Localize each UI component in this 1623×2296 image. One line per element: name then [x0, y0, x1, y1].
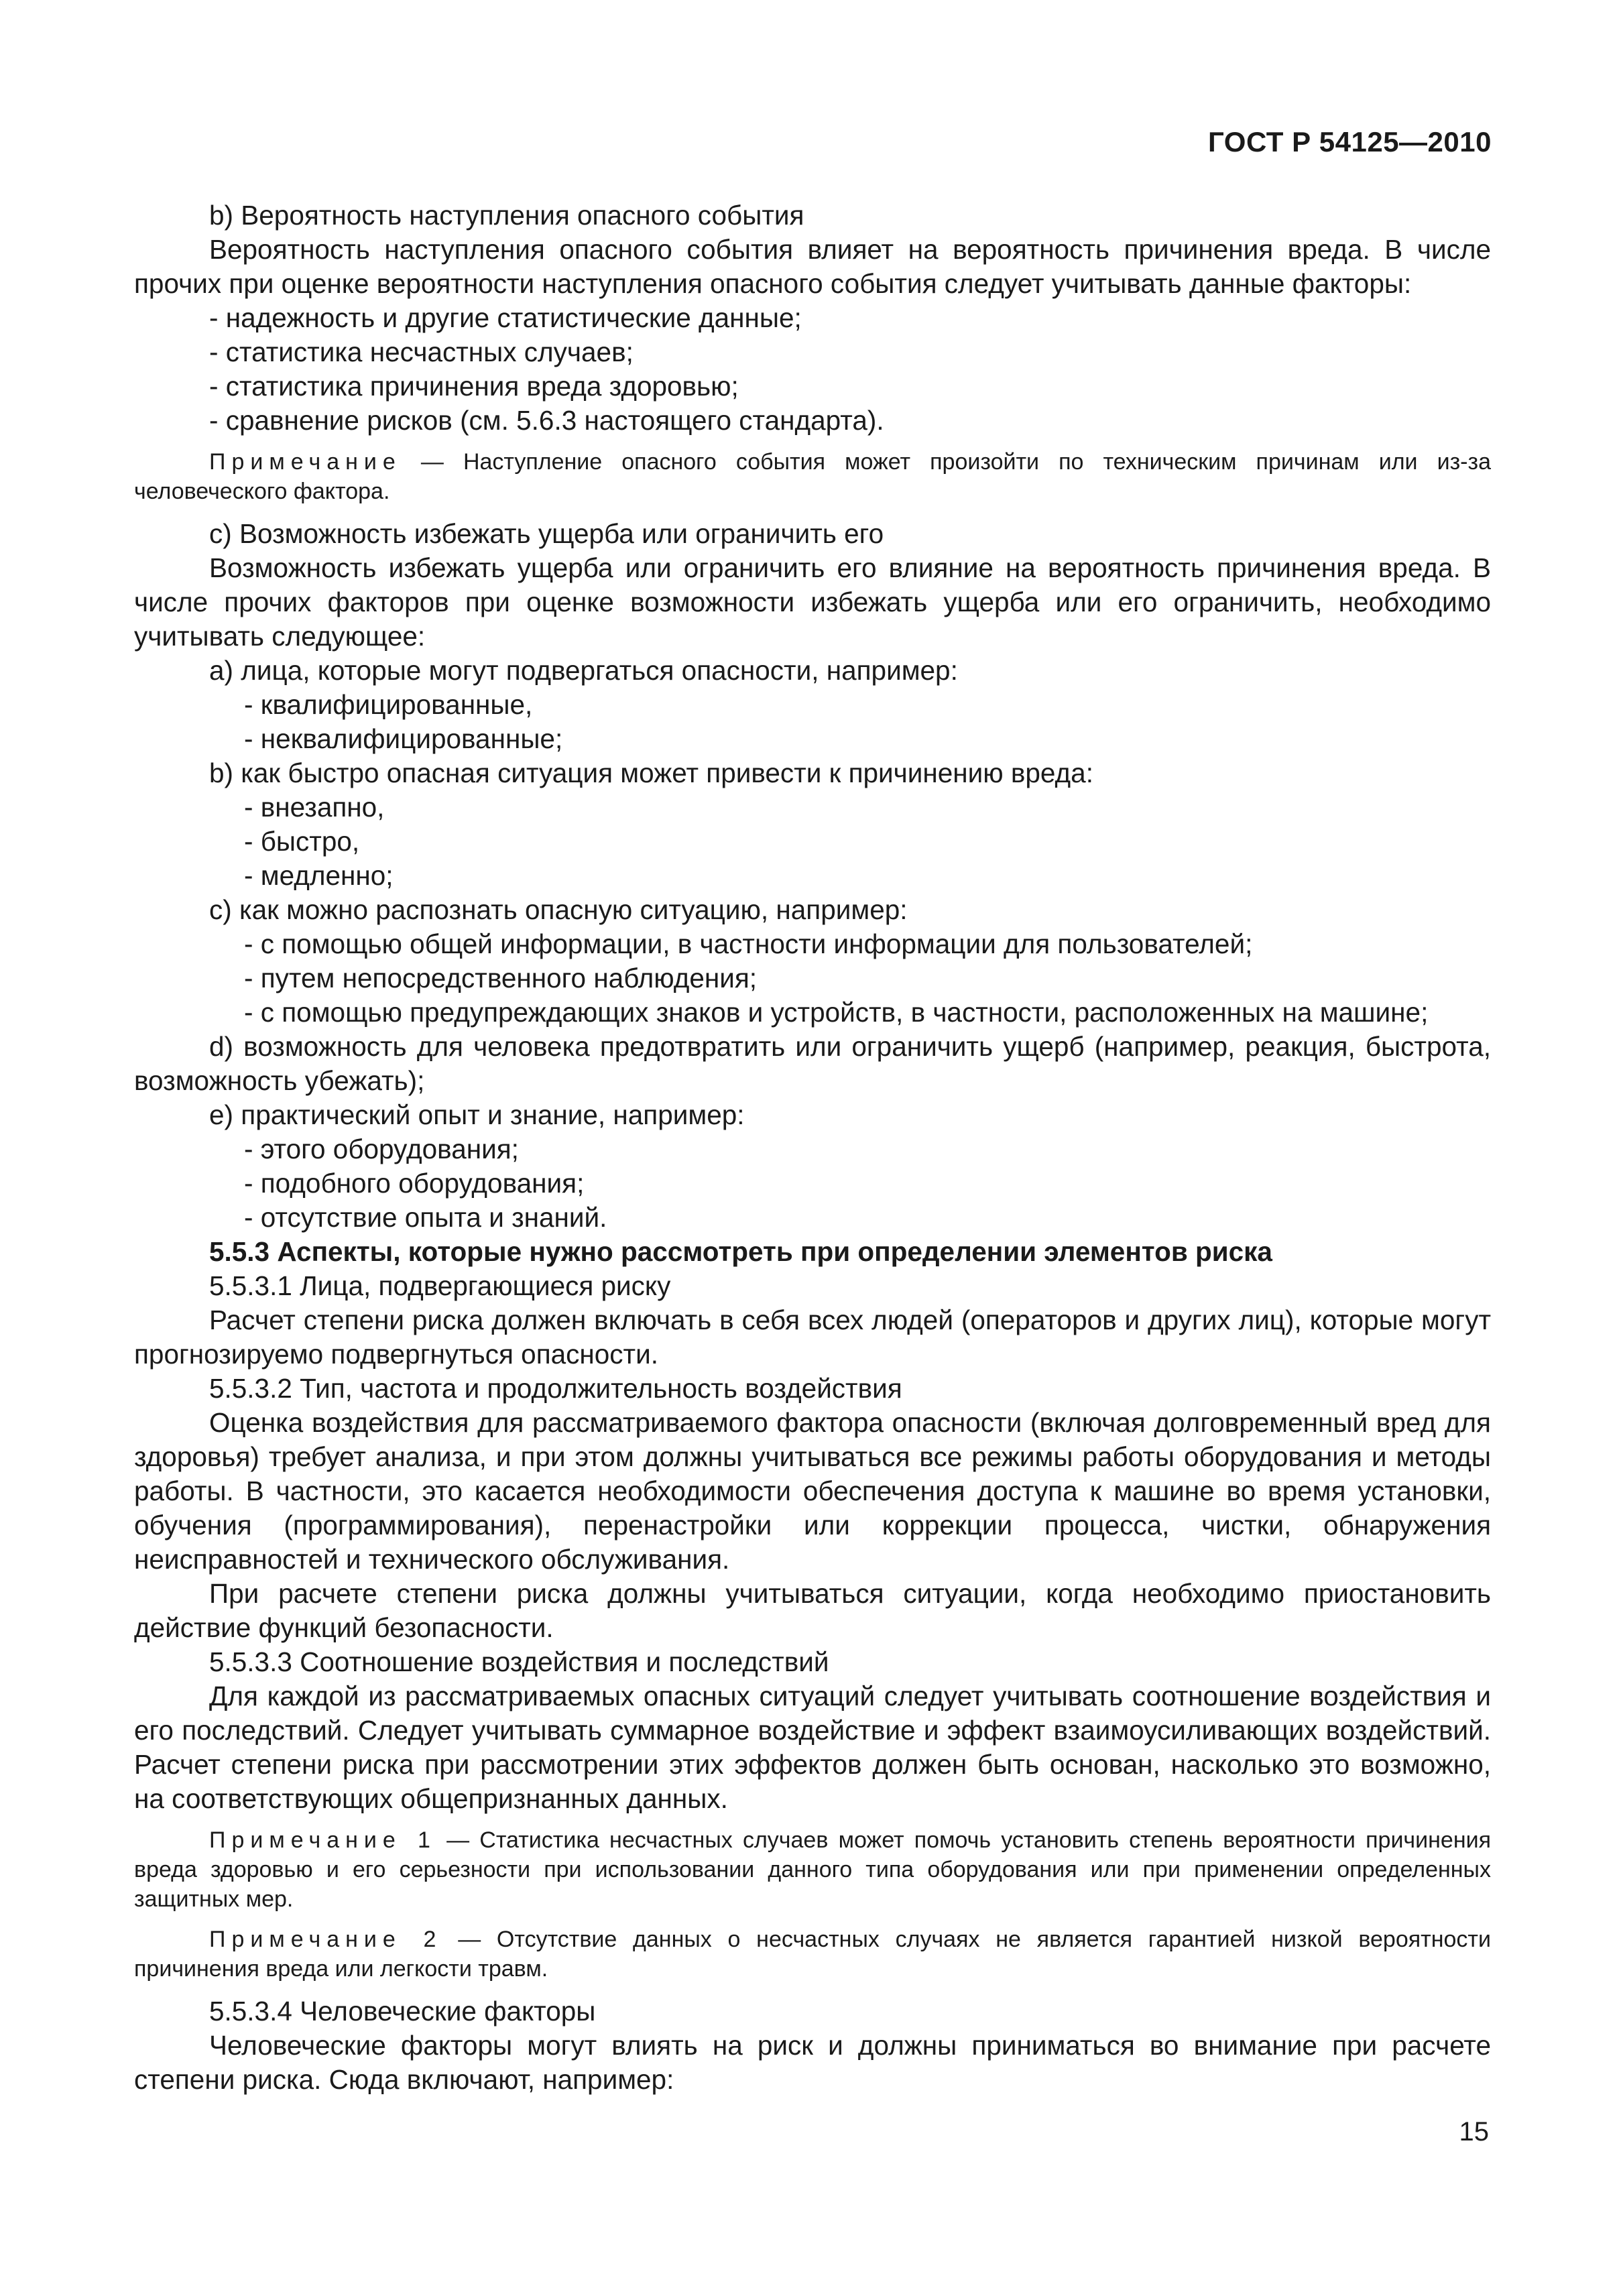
- note-2: [134, 1925, 1491, 1984]
- note-text: — Наступление опасного события может произойти по техническим причинам или из-за человеческого фактора.: [134, 449, 1491, 504]
- list-item: - с помощью предупреждающих знаков и устройств, в частности, расположенных на машине;: [244, 997, 1429, 1028]
- b-title: b) Вероятность наступления опасного события: [209, 200, 804, 231]
- subsection-title: 5.5.3.2 Тип, частота и продолжительность воздействия: [209, 1373, 902, 1404]
- list-item: - медленно;: [244, 860, 394, 891]
- note-text: — Статистика несчастных случаев может помочь установить степень вероятности причинения вреда здоровью и его серьезности при использовании данного типа оборудования или при применении определенных защитных мер.: [134, 1827, 1492, 1912]
- note-text: — Отсутствие данных о несчастных случаях не является гарантией низкой вероятности причинения вреда или легкости травм.: [134, 1927, 1491, 1982]
- list-item: - отсутствие опыта и знаний.: [244, 1202, 607, 1233]
- paragraph: При расчете степени риска должны учитываться ситуации, когда необходимо приостановить действие функций безопасности.: [134, 1578, 1491, 1643]
- subsection-title: 5.5.3.1 Лица, подвергающиеся риску: [209, 1270, 671, 1301]
- list-item: - с помощью общей информации, в частности информации для пользователей;: [244, 928, 1253, 959]
- note-label: Примечание 1: [209, 1827, 436, 1853]
- note-label: Примечание 2: [209, 1927, 442, 1952]
- list-item: - квалифицированные,: [244, 689, 533, 720]
- list-item: - быстро,: [244, 826, 360, 857]
- sublist-title: d) возможность для человека предотвратить или ограничить ущерб (например, реакция, быстрота, возможность убежать);: [134, 1031, 1491, 1096]
- list-item: - статистика несчастных случаев;: [209, 337, 634, 367]
- subsection-title: 5.5.3.3 Соотношение воздействия и последствий: [209, 1646, 829, 1677]
- note-label: Примечание: [209, 449, 402, 475]
- sublist-title: e) практический опыт и знание, например:: [209, 1099, 745, 1130]
- c-paragraph: Возможность избежать ущерба или ограничить его влияние на вероятность причинения вреда. В числе прочих факторов при оценке возможности избежать ущерба или его ограничить, необходимо учитывать следующее:: [134, 552, 1491, 652]
- sublist-title: c) как можно распознать опасную ситуацию, например:: [209, 894, 908, 925]
- paragraph: Человеческие факторы могут влиять на риск и должны приниматься во внимание при расчете степени риска. Сюда включают, например:: [134, 2030, 1491, 2095]
- paragraph: Расчет степени риска должен включать в себя всех людей (операторов и других лиц), которые могут прогнозируемо подвергнуться опасности.: [134, 1305, 1491, 1370]
- paragraph: Для каждой из рассматриваемых опасных ситуаций следует учитывать соотношение воздействия и его последствий. Следует учитывать суммарное воздействие и эффект взаимоусиливающих воздействий. Расчет степени риска при рассмотрении этих эффектов должен быть основан, насколько это возможно, на соответствующих общепризнанных данных.: [134, 1681, 1491, 1814]
- list-item: - надежность и другие статистические данные;: [209, 302, 802, 333]
- paragraph: Оценка воздействия для рассматриваемого фактора опасности (включая долговременный вред для здоровья) требует анализа, и при этом должны учитываться все режимы работы оборудования и методы работы. В частности, это касается необходимости обеспечения доступа к машине во время установки, обучения (программирования), перенастройки или коррекции процесса, чистки, обнаружения неисправностей и технического обслуживания.: [134, 1407, 1491, 1575]
- list-item: - внезапно,: [244, 792, 385, 823]
- sublist-title: b) как быстро опасная ситуация может привести к причинению вреда:: [209, 758, 1093, 788]
- page-number: 15: [1459, 2117, 1489, 2147]
- list-item: - этого оборудования;: [244, 1134, 519, 1164]
- list-item: - путем непосредственного наблюдения;: [244, 963, 758, 993]
- c-title: c) Возможность избежать ущерба или ограничить его: [209, 518, 884, 549]
- list-item: - неквалифицированные;: [244, 723, 563, 754]
- note-b: [134, 447, 1491, 506]
- document-header: ГОСТ Р 54125—2010: [1208, 126, 1492, 158]
- b-paragraph: Вероятность наступления опасного события влияет на вероятность причинения вреда. В числе прочих при оценке вероятности наступления опасного события следует учитывать данные факторы:: [134, 234, 1491, 299]
- section-heading-5-5-3: 5.5.3 Аспекты, которые нужно рассмотреть при определении элементов риска: [209, 1236, 1272, 1267]
- note-1: [134, 1825, 1491, 1914]
- list-item: - сравнение рисков (см. 5.6.3 настоящего стандарта).: [209, 405, 884, 436]
- subsection-title: 5.5.3.4 Человеческие факторы: [209, 1996, 596, 2027]
- sublist-title: a) лица, которые могут подвергаться опасности, например:: [209, 655, 958, 686]
- page-content: [134, 198, 1491, 2097]
- list-item: - статистика причинения вреда здоровью;: [209, 371, 739, 402]
- list-item: - подобного оборудования;: [244, 1168, 585, 1199]
